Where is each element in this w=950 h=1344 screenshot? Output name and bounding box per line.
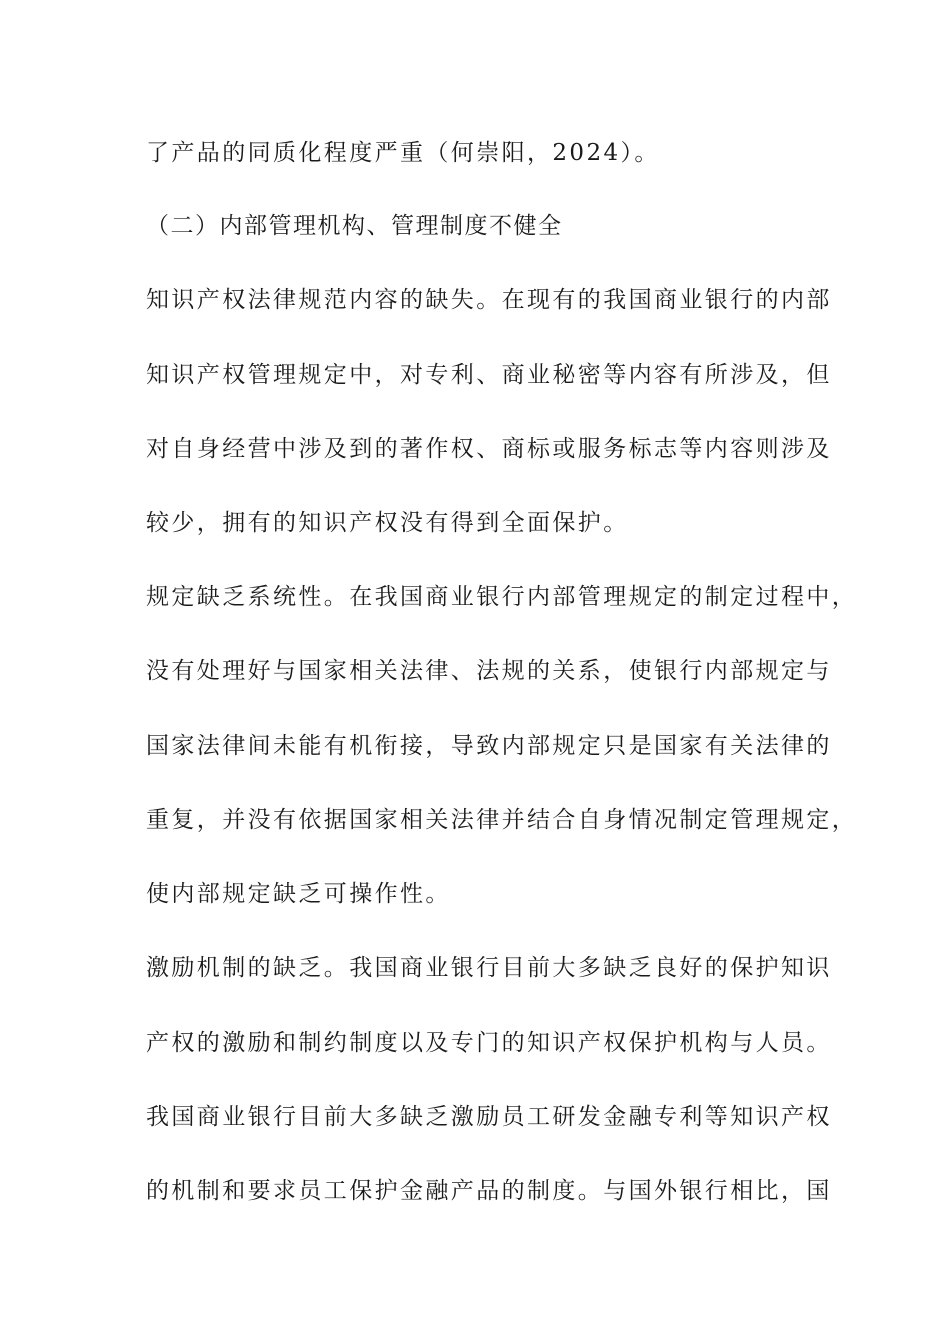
paragraph-line-1: 了产品的同质化程度严重（何崇阳，2024）。 <box>146 140 660 166</box>
paragraph-line-15: 的机制和要求员工保护金融产品的制度。与国外银行相比，国 <box>146 1178 832 1204</box>
paragraph-line-14: 我国商业银行目前大多缺乏激励员工研发金融专利等知识产权 <box>146 1104 832 1130</box>
paragraph-line-11: 使内部规定缺乏可操作性。 <box>146 881 451 907</box>
paragraph-line-13: 产权的激励和制约制度以及专门的知识产权保护机构与人员。 <box>146 1030 832 1056</box>
section-heading: （二）内部管理机构、管理制度不健全 <box>146 213 563 239</box>
paragraph-line-8: 没有处理好与国家相关法律、法规的关系，使银行内部规定与 <box>146 658 832 684</box>
paragraph-line-7: 规定缺乏系统性。在我国商业银行内部管理规定的制定过程中， <box>146 584 858 610</box>
paragraph-line-9: 国家法律间未能有机衔接，导致内部规定只是国家有关法律的 <box>146 733 832 759</box>
paragraph-line-4: 知识产权管理规定中，对专利、商业秘密等内容有所涉及，但 <box>146 362 832 388</box>
paragraph-line-6: 较少，拥有的知识产权没有得到全面保护。 <box>146 510 629 536</box>
paragraph-line-3: 知识产权法律规范内容的缺失。在现有的我国商业银行的内部 <box>146 287 832 313</box>
paragraph-line-5: 对自身经营中涉及到的著作权、商标或服务标志等内容则涉及 <box>146 436 832 462</box>
paragraph-line-12: 激励机制的缺乏。我国商业银行目前大多缺乏良好的保护知识 <box>146 955 832 981</box>
paragraph-line-10: 重复，并没有依据国家相关法律并结合自身情况制定管理规定， <box>146 807 858 833</box>
